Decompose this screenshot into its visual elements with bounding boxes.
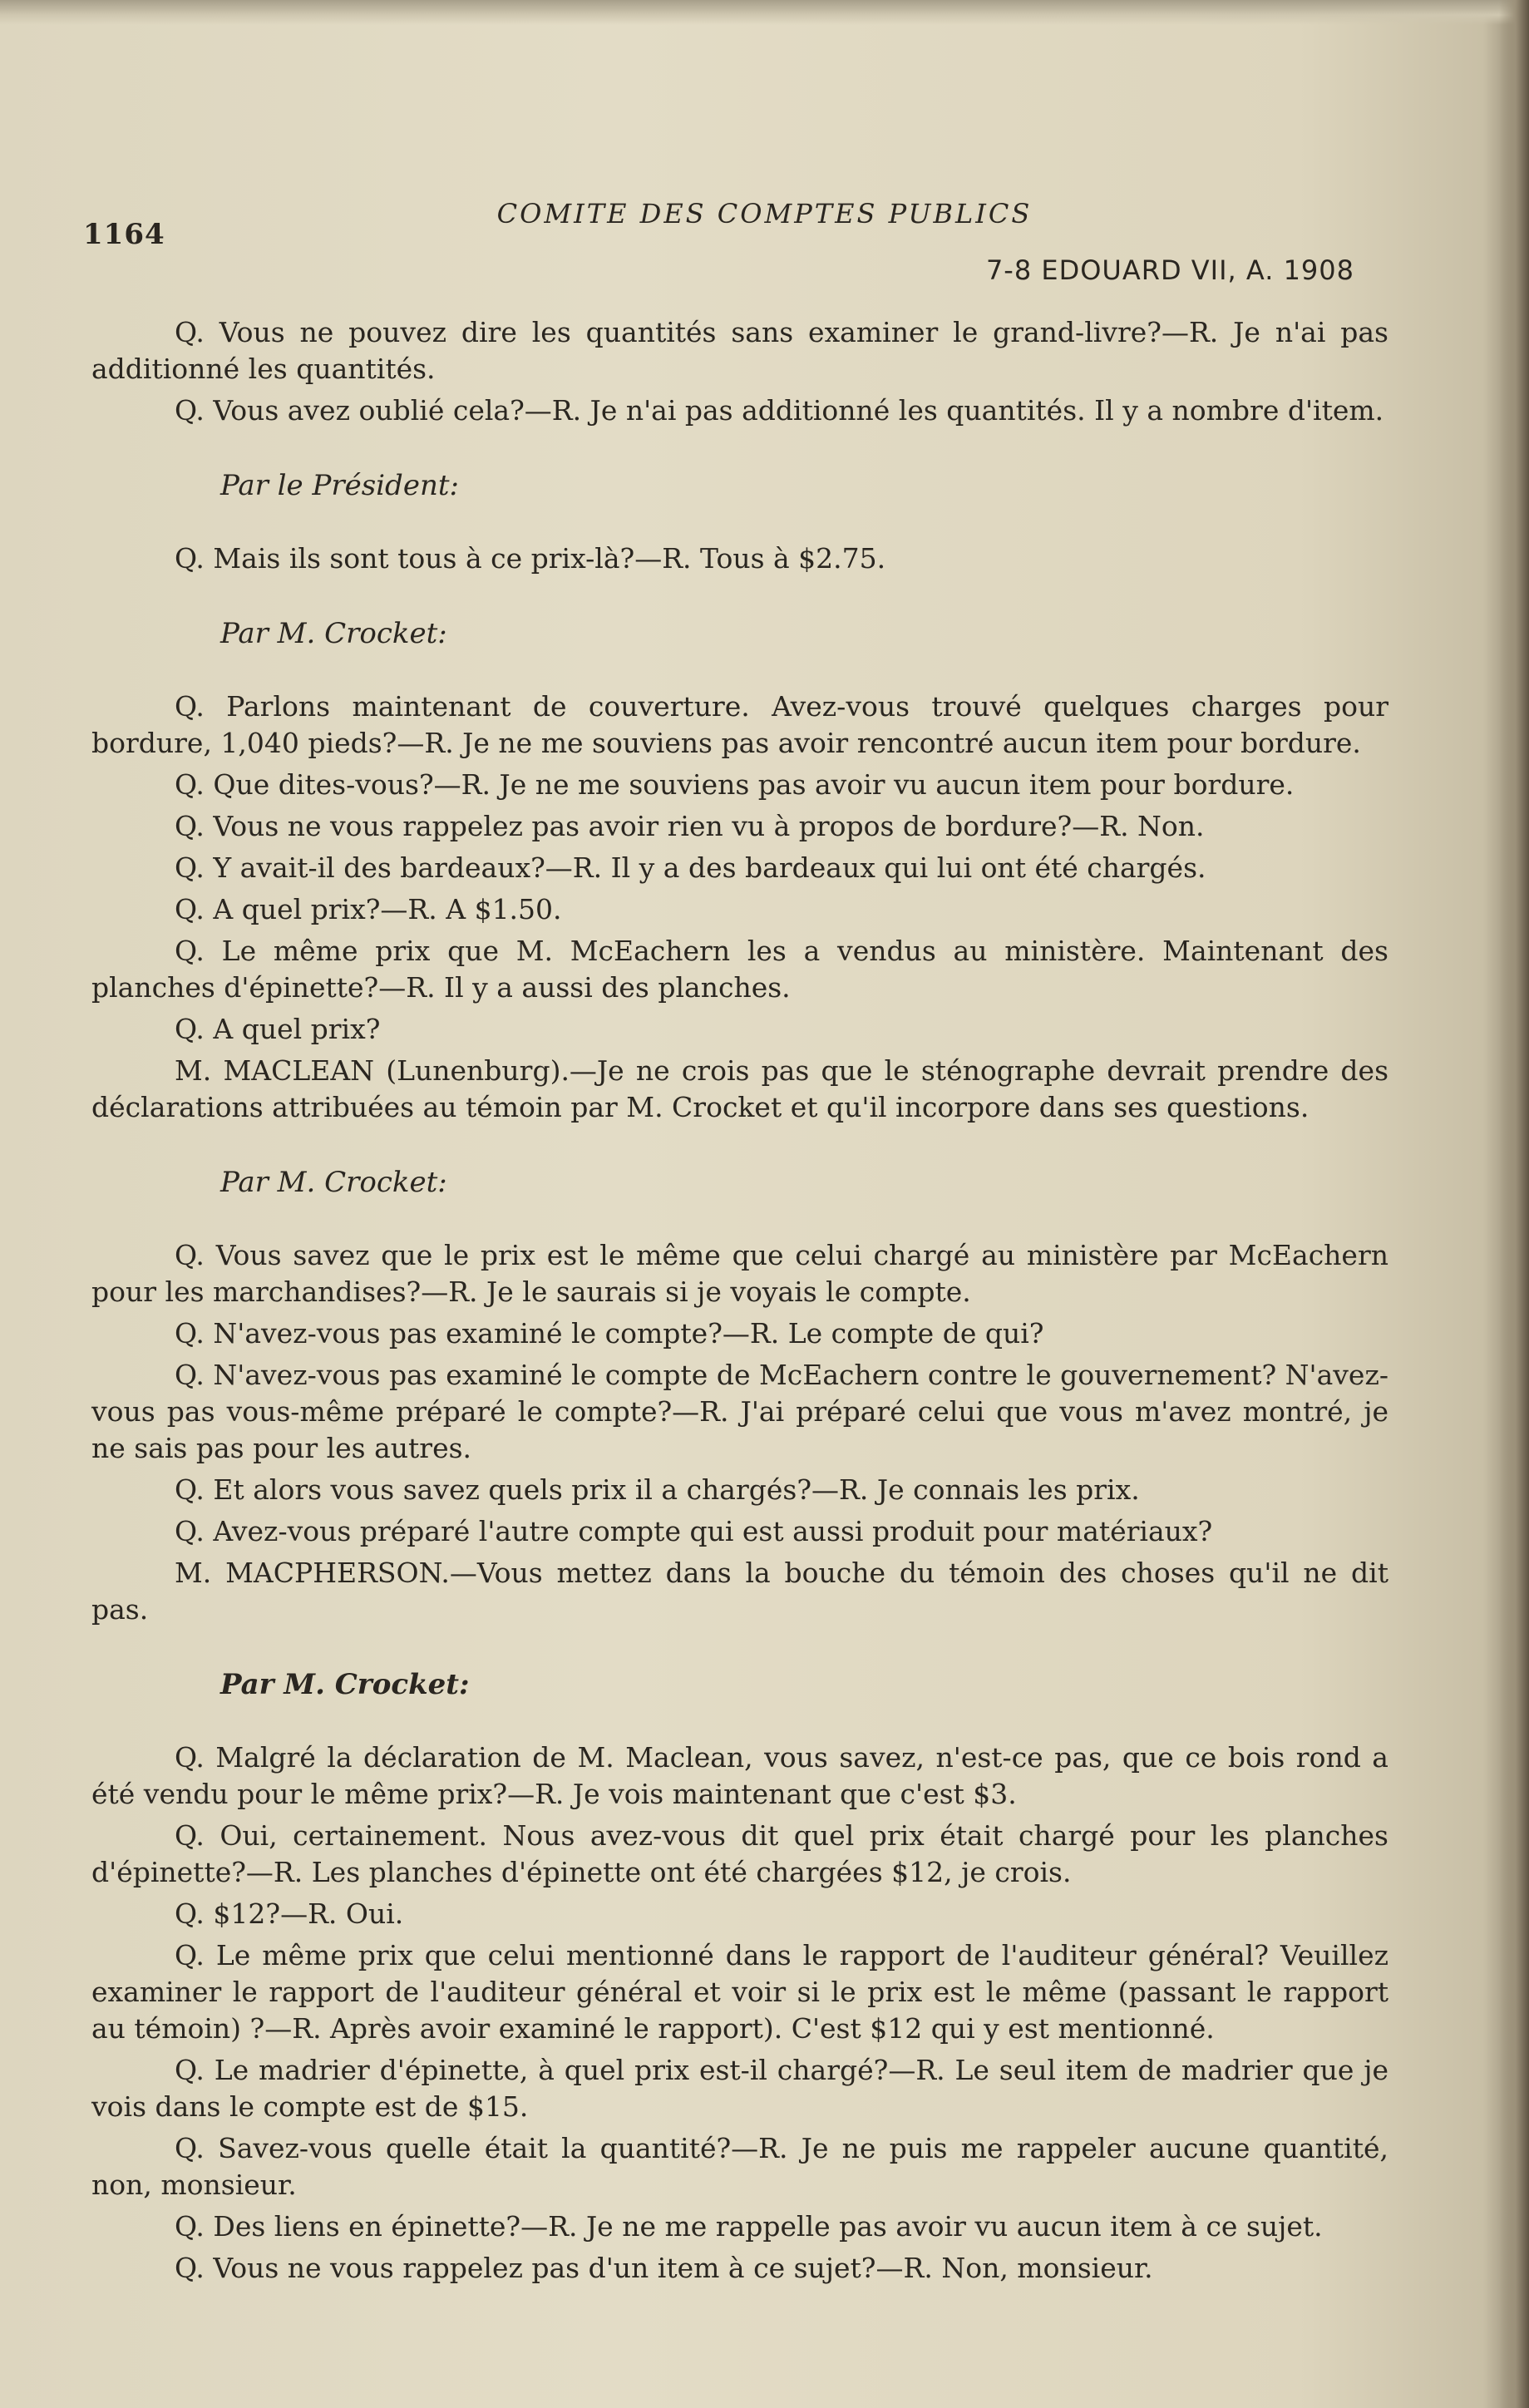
section-heading: Par le Président: (220, 469, 459, 502)
paragraph: Q. Le même prix que M. McEachern les a vendus au ministère. Maintenant des planches d'épinette?—R. Il y a aussi des planches. (91, 935, 1388, 1004)
section-heading: Par M. Crocket: (220, 1668, 470, 1701)
paragraph: Q. N'avez-vous pas examiné le compte?—R. Le compte de qui? (175, 1317, 1044, 1350)
paragraph: Q. $12?—R. Oui. (175, 1897, 404, 1930)
paragraph: Q. Vous ne pouvez dire les quantités sans examiner le grand-livre?—R. Je n'ai pas additionné les quantités. (91, 316, 1388, 385)
running-title: COMITE DES COMPTES PUBLICS (496, 198, 1033, 229)
paragraph: Q. Savez-vous quelle était la quantité?—R. Je ne puis me rappeler aucune quantité, non, monsieur. (91, 2132, 1388, 2201)
paragraph: Q. Parlons maintenant de couverture. Avez-vous trouvé quelques charges pour bordure, 1,040 pieds?—R. Je ne me souviens pas avoir rencontré aucun item pour bordure. (91, 690, 1388, 759)
paragraph: Q. Des liens en épinette?—R. Je ne me rappelle pas avoir vu aucun item à ce sujet. (175, 2210, 1323, 2243)
document-body (91, 314, 1388, 2287)
page-number: 1164 (83, 218, 165, 251)
paragraph: Q. Malgré la déclaration de M. Maclean, vous savez, n'est-ce pas, que ce bois rond a été vendu pour le même prix?—R. Je vois maintenant que c'est $3. (91, 1741, 1388, 1810)
section-heading: Par M. Crocket: (220, 617, 447, 650)
paragraph: Q. N'avez-vous pas examiné le compte de McEachern contre le gouvernement? N'avez-vous pas vous-même préparé le compte?—R. J'ai préparé celui que vous m'avez montré, je ne sais pas pour les autres. (91, 1359, 1388, 1464)
paragraph: Q. A quel prix? (175, 1013, 381, 1045)
paragraph: Q. A quel prix?—R. A $1.50. (175, 893, 562, 925)
paragraph: Q. Vous ne vous rappelez pas avoir rien vu à propos de bordure?—R. Non. (175, 810, 1205, 842)
paragraph: M. MACPHERSON.—Vous mettez dans la bouche du témoin des choses qu'il ne dit pas. (91, 1557, 1388, 1626)
paragraph: Q. Que dites-vous?—R. Je ne me souviens pas avoir vu aucun item pour bordure. (175, 768, 1295, 801)
paragraph: Q. Le même prix que celui mentionné dans le rapport de l'auditeur général? Veuillez examiner le rapport de l'auditeur général et voir si le prix est le même (passant le rapport au témoin) ?—R. Après avoir examiné le rapport). C'est $12 qui y est mentionné. (91, 1939, 1388, 2045)
paragraph: Q. Vous ne vous rappelez pas d'un item à ce sujet?—R. Non, monsieur. (175, 2252, 1153, 2284)
edition-line: 7-8 EDOUARD VII, A. 1908 (985, 254, 1354, 286)
paragraph: Q. Avez-vous préparé l'autre compte qui est aussi produit pour matériaux? (175, 1515, 1213, 1547)
paragraph: Q. Y avait-il des bardeaux?—R. Il y a des bardeaux qui lui ont été chargés. (175, 851, 1206, 884)
paragraph: Q. Vous savez que le prix est le même que celui chargé au ministère par McEachern pour les marchandises?—R. Je le saurais si je voyais le compte. (91, 1239, 1388, 1308)
book-gutter-edge (1499, 0, 1529, 2408)
page-top-shadow (0, 0, 1529, 25)
section-heading: Par M. Crocket: (220, 1166, 447, 1199)
paragraph: Q. Oui, certainement. Nous avez-vous dit quel prix était chargé pour les planches d'épinette?—R. Les planches d'épinette ont été chargées $12, je crois. (91, 1819, 1388, 1888)
paragraph: Q. Vous avez oublié cela?—R. Je n'ai pas additionné les quantités. Il y a nombre d'item. (175, 394, 1384, 427)
paragraph: Q. Mais ils sont tous à ce prix-là?—R. Tous à $2.75. (175, 542, 886, 575)
paragraph: Q. Le madrier d'épinette, à quel prix est-il chargé?—R. Le seul item de madrier que je vois dans le compte est de $15. (91, 2054, 1388, 2123)
paragraph: Q. Et alors vous savez quels prix il a chargés?—R. Je connais les prix. (175, 1473, 1140, 1506)
paragraph: M. MACLEAN (Lunenburg).—Je ne crois pas que le sténographe devrait prendre des déclarations attribuées au témoin par M. Crocket et qu'il incorpore dans ses questions. (91, 1054, 1388, 1123)
